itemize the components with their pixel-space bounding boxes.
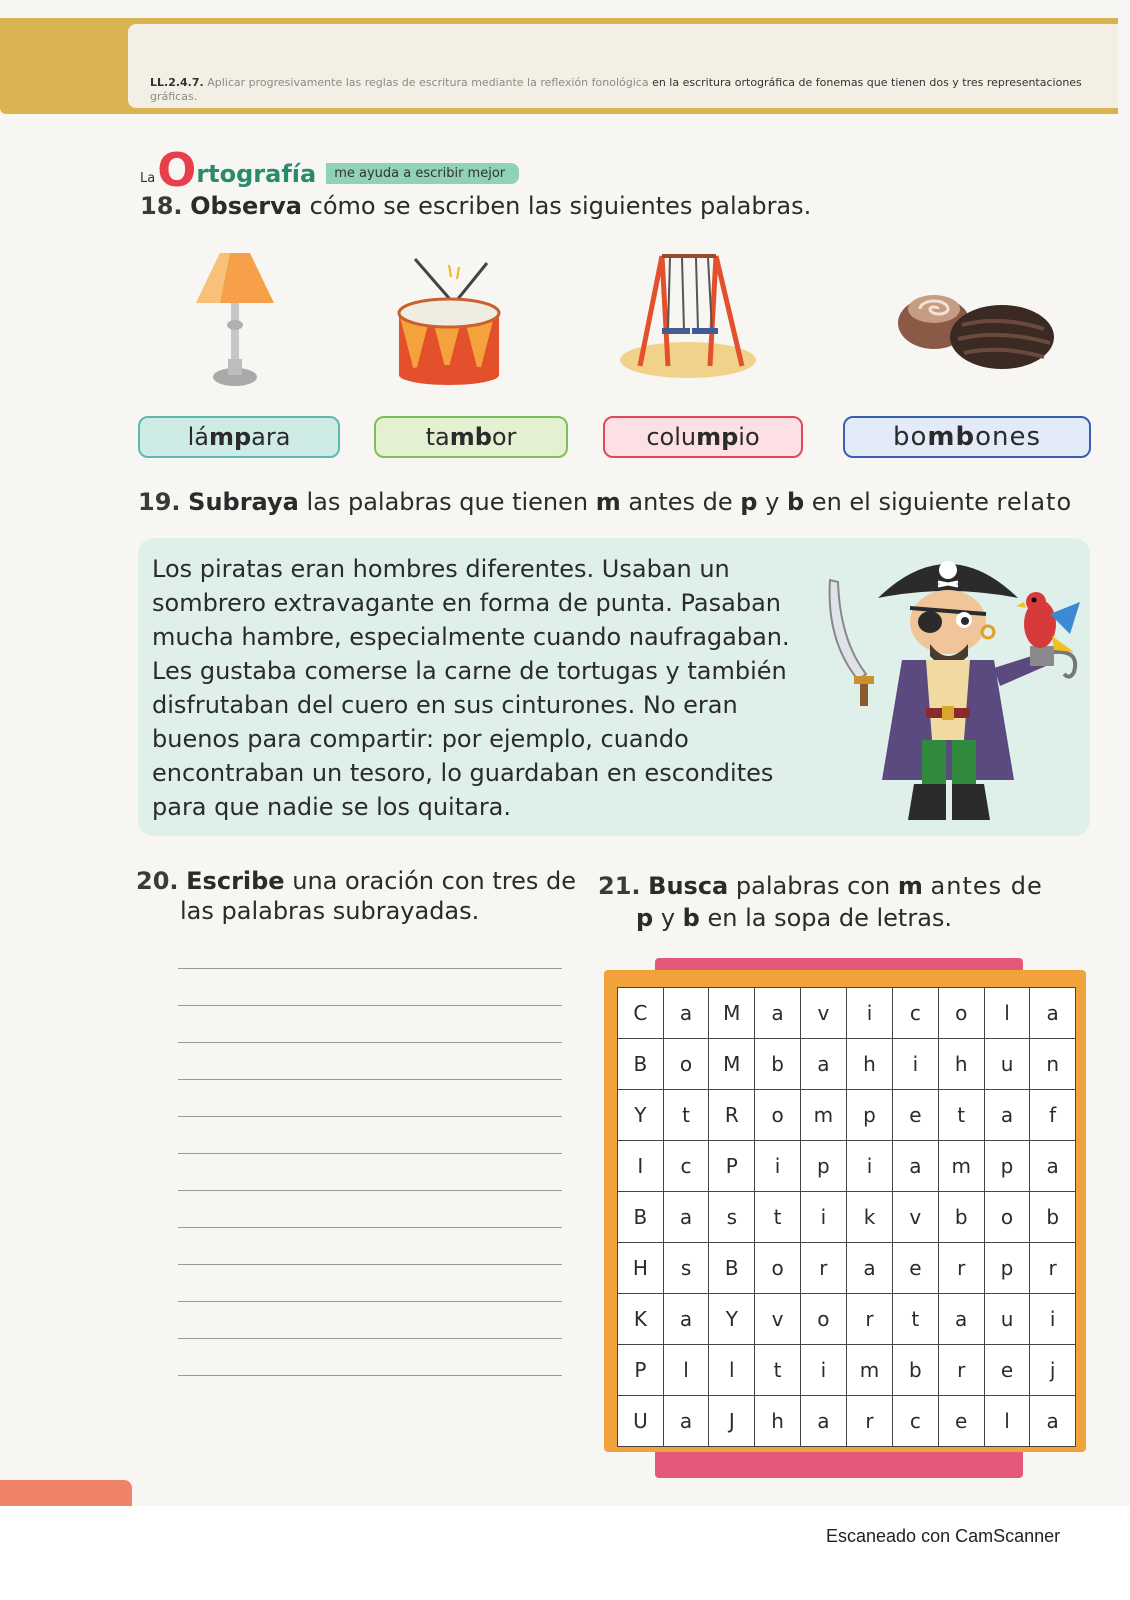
grid-cell[interactable]: B [618, 1039, 664, 1090]
grid-cell[interactable]: i [846, 1141, 892, 1192]
grid-cell[interactable]: B [618, 1192, 664, 1243]
writing-line[interactable] [178, 1227, 562, 1228]
section-title-rest: rtografía [196, 160, 317, 188]
grid-cell[interactable]: o [984, 1192, 1030, 1243]
story-line: encontraban un tesoro, lo guardaban en escondites [152, 759, 774, 787]
grid-cell[interactable]: p [846, 1090, 892, 1141]
grid-cell[interactable]: r [938, 1345, 984, 1396]
section-helper: me ayuda a escribir mejor [326, 163, 519, 184]
grid-cell[interactable]: Y [709, 1294, 755, 1345]
story-line: sombrero extravagante en forma de punta. Pasaban [152, 589, 781, 617]
grid-cell[interactable]: t [663, 1090, 709, 1141]
grid-cell[interactable]: i [846, 988, 892, 1039]
story-text [152, 552, 812, 824]
question-21: 21. Busca palabras con m antes de p y b en la sopa de letras. [598, 872, 1043, 932]
grid-cell[interactable]: t [755, 1192, 801, 1243]
question-20: 20. Escribe una oración con tres de las palabras subrayadas. [136, 867, 577, 925]
scanner-watermark: Escaneado con CamScanner [826, 1526, 1061, 1546]
writing-line[interactable] [178, 1079, 562, 1080]
grid-cell[interactable]: a [663, 1294, 709, 1345]
grid-cell[interactable]: P [709, 1141, 755, 1192]
scan-margin [0, 1506, 1130, 1600]
grid-row [618, 1345, 1076, 1396]
grid-cell[interactable]: r [938, 1243, 984, 1294]
grid-cell[interactable]: h [846, 1039, 892, 1090]
story-line: buenos para compartir: por ejemplo, cuando [152, 725, 689, 753]
grid-cell[interactable]: a [800, 1396, 846, 1447]
grid-cell[interactable]: f [1030, 1090, 1076, 1141]
story-line: mucha hambre, especialmente cuando naufragaban. [152, 623, 790, 651]
grid-cell[interactable]: a [1030, 1396, 1076, 1447]
word-box-tambor: ta mb or [374, 416, 568, 458]
grid-cell[interactable]: a [800, 1039, 846, 1090]
grid-row [618, 1192, 1076, 1243]
writing-line[interactable] [178, 1190, 562, 1191]
grid-cell[interactable]: a [893, 1141, 939, 1192]
grid-cell[interactable]: b [1030, 1192, 1076, 1243]
grid-cell[interactable]: U [618, 1396, 664, 1447]
bonbons-icon [896, 285, 1056, 375]
grid-cell[interactable]: K [618, 1294, 664, 1345]
grid-cell[interactable]: I [618, 1141, 664, 1192]
writing-lines[interactable] [178, 968, 562, 1412]
word-search-grid[interactable] [617, 987, 1076, 1447]
grid-cell[interactable]: B [709, 1243, 755, 1294]
grid-cell[interactable]: n [1030, 1039, 1076, 1090]
grid-cell[interactable]: i [893, 1039, 939, 1090]
grid-cell[interactable]: i [800, 1192, 846, 1243]
swing-icon [618, 248, 758, 388]
grid-cell[interactable]: k [846, 1192, 892, 1243]
grid-cell[interactable]: l [984, 988, 1030, 1039]
grid-cell[interactable]: r [846, 1294, 892, 1345]
grid-cell[interactable]: C [618, 988, 664, 1039]
writing-line[interactable] [178, 1042, 562, 1043]
grid-cell[interactable]: m [846, 1345, 892, 1396]
grid-cell[interactable]: a [663, 1192, 709, 1243]
grid-cell[interactable]: v [755, 1294, 801, 1345]
grid-cell[interactable]: e [893, 1090, 939, 1141]
grid-cell[interactable]: a [663, 988, 709, 1039]
grid-cell[interactable]: P [618, 1345, 664, 1396]
grid-row [618, 1141, 1076, 1192]
grid-cell[interactable]: R [709, 1090, 755, 1141]
grid-row [618, 1090, 1076, 1141]
pirate-icon [818, 540, 1088, 830]
story-line: Les gustaba comerse la carne de tortugas y también [152, 657, 787, 685]
grid-cell[interactable]: v [800, 988, 846, 1039]
section-title [140, 143, 519, 197]
grid-cell[interactable]: r [846, 1396, 892, 1447]
question-19: 19. Subraya las palabras que tienen m antes de p y b en el siguiente relato [138, 488, 1073, 516]
grid-cell[interactable]: l [663, 1345, 709, 1396]
grid-cell[interactable]: e [984, 1345, 1030, 1396]
grid-cell[interactable]: a [984, 1090, 1030, 1141]
writing-line[interactable] [178, 1301, 562, 1302]
grid-cell[interactable]: e [938, 1396, 984, 1447]
grid-cell[interactable]: a [755, 988, 801, 1039]
grid-cell[interactable]: a [663, 1396, 709, 1447]
grid-cell[interactable]: b [893, 1345, 939, 1396]
word-box-bombones: bo mb ones [843, 416, 1091, 458]
grid-cell[interactable]: p [800, 1141, 846, 1192]
lamp-icon [190, 245, 280, 393]
grid-cell[interactable]: t [755, 1345, 801, 1396]
writing-line[interactable] [178, 1375, 562, 1376]
grid-cell[interactable]: p [984, 1141, 1030, 1192]
writing-line[interactable] [178, 1153, 562, 1154]
grid-cell[interactable]: a [1030, 1141, 1076, 1192]
grid-cell[interactable]: e [893, 1243, 939, 1294]
grid-row [618, 1243, 1076, 1294]
grid-row [618, 1039, 1076, 1090]
grid-cell[interactable]: J [709, 1396, 755, 1447]
question-18: 18. Observa cómo se escriben las siguientes palabras. [140, 192, 812, 220]
grid-cell[interactable]: o [755, 1090, 801, 1141]
grid-row [618, 1294, 1076, 1345]
grid-cell[interactable]: l [984, 1396, 1030, 1447]
grid-cell[interactable]: o [800, 1294, 846, 1345]
grid-cell[interactable]: p [984, 1243, 1030, 1294]
section-big-letter: O [157, 143, 197, 197]
story-line: disfrutaban del cuero en sus cinturones. No eran [152, 691, 738, 719]
grid-cell[interactable]: l [709, 1345, 755, 1396]
grid-cell[interactable]: h [938, 1039, 984, 1090]
word-box-lampara: lá mp ara [138, 416, 340, 458]
grid-cell[interactable]: t [938, 1090, 984, 1141]
grid-cell[interactable]: a [938, 1294, 984, 1345]
grid-cell[interactable]: r [1030, 1243, 1076, 1294]
grid-cell[interactable]: m [800, 1090, 846, 1141]
grid-cell[interactable]: a [1030, 988, 1076, 1039]
grid-cell[interactable]: v [893, 1192, 939, 1243]
drum-icon [395, 255, 505, 385]
grid-cell[interactable]: c [663, 1141, 709, 1192]
grid-cell[interactable]: i [1030, 1294, 1076, 1345]
grid-cell[interactable]: M [709, 1039, 755, 1090]
grid-cell[interactable]: m [938, 1141, 984, 1192]
grid-cell[interactable]: Y [618, 1090, 664, 1141]
grid-row [618, 1396, 1076, 1447]
grid-cell[interactable]: c [893, 1396, 939, 1447]
writing-line[interactable] [178, 1116, 562, 1117]
word-box-columpio: colu mp io [603, 416, 803, 458]
grid-cell[interactable]: c [893, 988, 939, 1039]
grid-cell[interactable]: i [755, 1141, 801, 1192]
grid-cell[interactable]: s [709, 1192, 755, 1243]
grid-cell[interactable]: a [846, 1243, 892, 1294]
section-prefix: La [140, 171, 156, 186]
writing-line[interactable] [178, 1338, 562, 1339]
grid-cell[interactable]: u [984, 1039, 1030, 1090]
grid-cell[interactable]: i [800, 1345, 846, 1396]
grid-cell[interactable]: b [938, 1192, 984, 1243]
writing-line[interactable] [178, 1005, 562, 1006]
story-line: para que nadie se los quitara. [152, 793, 512, 821]
competence-text: LL.2.4.7. Aplicar progresivamente las reglas de escritura mediante la reflexión fonológica en la escritura ortográfica de fonemas que tienen dos y tres representaciones gráficas. [150, 76, 1082, 103]
grid-cell[interactable]: r [800, 1243, 846, 1294]
grid-cell[interactable]: o [663, 1039, 709, 1090]
grid-cell[interactable]: H [618, 1243, 664, 1294]
grid-row [618, 988, 1076, 1039]
grid-cell[interactable]: s [663, 1243, 709, 1294]
writing-line[interactable] [178, 968, 562, 969]
grid-cell[interactable]: o [938, 988, 984, 1039]
grid-cell[interactable]: b [755, 1039, 801, 1090]
grid-cell[interactable]: h [755, 1396, 801, 1447]
grid-cell[interactable]: t [893, 1294, 939, 1345]
writing-line[interactable] [178, 1264, 562, 1265]
page-tab [0, 1480, 132, 1506]
grid-cell[interactable]: j [1030, 1345, 1076, 1396]
grid-cell[interactable]: M [709, 988, 755, 1039]
grid-cell[interactable]: o [755, 1243, 801, 1294]
grid-cell[interactable]: u [984, 1294, 1030, 1345]
story-line: Los piratas eran hombres diferentes. Usaban un [152, 555, 730, 583]
